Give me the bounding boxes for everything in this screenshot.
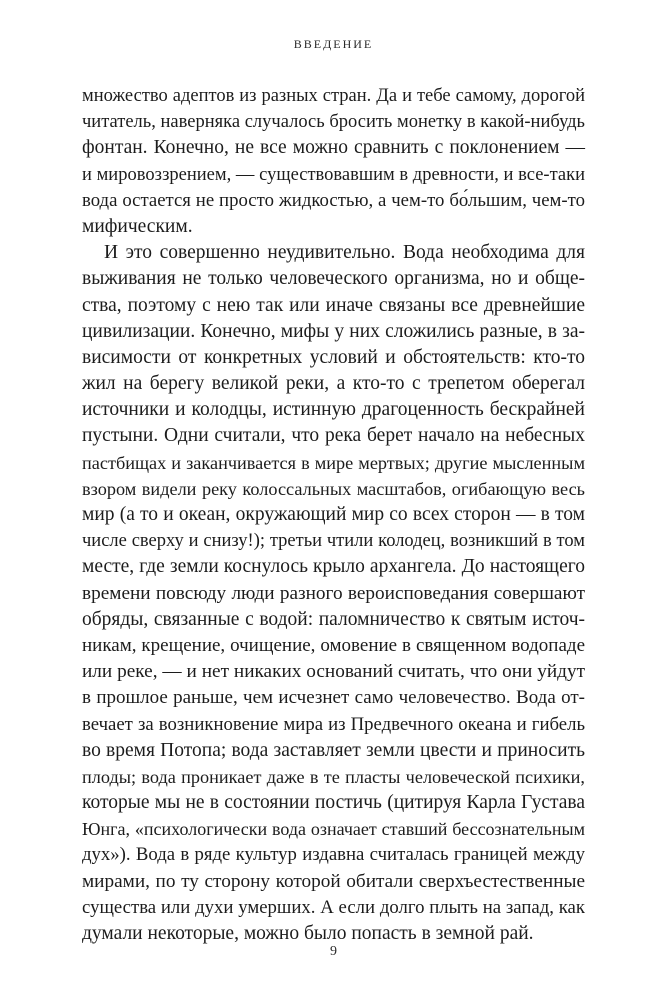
text-line: во время Потопа; вода заставляет земли цвести и приносить [82,739,585,761]
text-line: ства, поэтому с нею так или иначе связаны все древнейшие [82,294,585,316]
text-line: которые мы не в состоянии постичь (цитируя Карла Густава [82,792,585,814]
text-line: дух»). Вода в ряде культур издавна считалась границей между [82,844,585,866]
page-number: 9 [330,944,337,959]
body-text [82,83,585,947]
running-head: ВВЕДЕНИЕ [293,37,374,51]
text-line: мирами, по ту сторону которой обитали сверхъестественные [82,870,585,892]
text-line: взором видели реку колоссальных масштабов, огибающую весь [82,478,585,499]
text-line: И это совершенно неудивительно. Вода необходима для [104,242,585,264]
text-line: обряды, связанные с водой: паломничество к святым источ- [82,608,585,630]
text-line: пастбищах и заканчивается в мире мертвых; другие мысленным [82,452,585,473]
text-line: числе сверху и снизу!); третьи чтили колодец, возникший в том [82,531,585,552]
text-line: читатель, наверняка случалось бросить монетку в какой-нибудь [82,112,585,133]
text-line: источники и колодцы, истинную драгоценность бескрайней [82,399,585,421]
text-line: фонтан. Конечно, не все можно сравнить с поклонением — [82,137,585,159]
text-line: вода остается не просто жидкостью, а чем-то бо́льшим, чем-то [82,189,585,211]
text-line: пустыни. Одни считали, что река берет начало на небесных [82,425,585,447]
text-line: и мировоззрением, — существовавшим в древности, и все-таки [82,164,585,185]
text-line: существа или духи умерших. А если долго плыть на запад, как [82,896,585,918]
text-line: цивилизации. Конечно, мифы у них сложились разные, в за- [82,320,585,342]
text-line: выживания не только человеческого организма, но и обще- [82,268,585,290]
text-line: в прошлое раньше, чем исчезнет само человечество. Вода от- [82,687,585,709]
text-line: времени повсюду люди разного вероисповедания совершают [82,582,585,604]
text-line: мир (а то и океан, окружающий мир со всех сторон — в том [82,504,585,525]
text-line: или реке, — и нет никаких оснований считать, что они уйдут [82,661,585,683]
text-line: висимости от конкретных условий и обстоятельств: кто-то [82,346,585,368]
text-line: плоды; вода проникает даже в те пласты человеческой психики, [82,766,585,787]
text-line: жил на берегу великой реки, а кто-то с трепетом оберегал [82,373,585,395]
text-line: месте, где земли коснулось крыло архангела. До настоящего [82,556,585,578]
text-line: мифическим. [82,215,193,237]
text-line: думали некоторые, можно было попасть в земной рай. [82,923,534,944]
text-line: никам, крещение, очищение, омовение в священном водопаде [82,634,585,656]
text-line: вечает за возникновение мира из Предвечного океана и гибель [82,713,585,735]
text-line: множество адептов из разных стран. Да и тебе самому, дорогой [82,86,585,106]
text-line: Юнга, «психологически вода означает ставший бессознательным [82,819,585,840]
